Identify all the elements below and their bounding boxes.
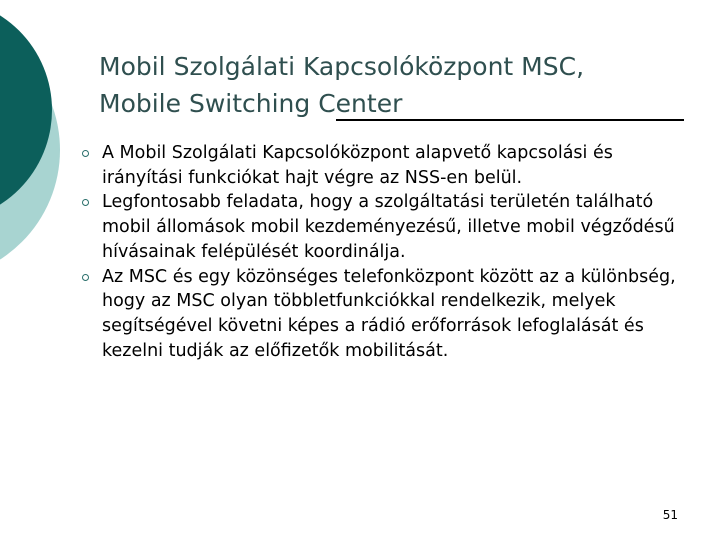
bullet-item: [82, 265, 682, 364]
bullet-circle-icon: [82, 150, 89, 157]
title-line-1: Mobil Szolgálati Kapcsolóközpont MSC,: [99, 52, 585, 81]
title-line-2: Mobile Switching Center: [99, 89, 403, 118]
page-number: 51: [662, 508, 678, 522]
title-underline: [336, 119, 684, 121]
bullet-text: Legfontosabb feladata, hogy a szolgáltatási területén található mobil állomások mobil kezdeményezésű, illetve mobil végződésű hívásainak felépülését koordinálja.: [102, 192, 675, 262]
bullet-circle-icon: [82, 274, 89, 281]
bullet-circle-icon: [82, 199, 89, 206]
bullet-list: [82, 141, 682, 363]
bullet-text: A Mobil Szolgálati Kapcsolóközpont alapvető kapcsolási és irányítási funkciókat hajt végre az NSS-en belül.: [102, 143, 613, 188]
bullet-item: [82, 141, 682, 190]
bullet-text: Az MSC és egy közönséges telefonközpont között az a különbség, hogy az MSC olyan többletfunkciókkal rendelkezik, melyek segítségével követni képes a rádió erőforrások lefoglalását és kezelni tudják az előfizetők mobilitását.: [102, 266, 676, 361]
slide-title: [99, 48, 699, 122]
bullet-item: [82, 190, 682, 264]
